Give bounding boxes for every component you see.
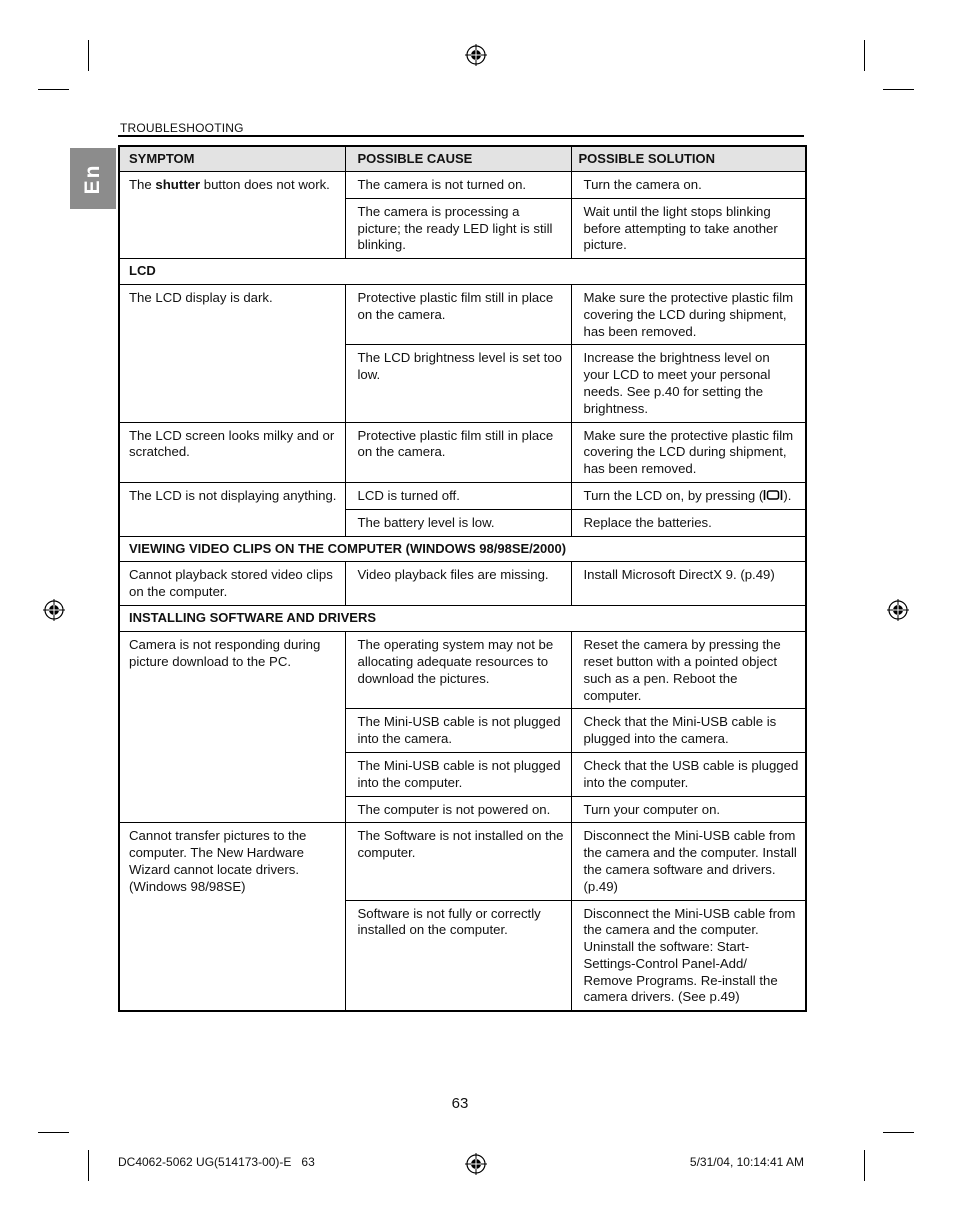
table-row (119, 284, 806, 344)
solution-text: Turn the LCD on, by pressing ( (583, 487, 764, 503)
section-row (119, 606, 806, 632)
solution-cell: Disconnect the Mini-USB cable from the camera and the computer. Uninstall the software: Start-Settings-Control Panel-Add/ Remove Programs. Re-install the camera drivers. (See p.49) (571, 900, 806, 1011)
footer-document-id: DC4062-5062 UG(514173-00)-E 63 (118, 1155, 315, 1169)
solution-cell: Install Microsoft DirectX 9. (p.49) (571, 562, 806, 606)
language-tab (70, 148, 116, 209)
solution-cell: Turn your computer on. (571, 796, 806, 823)
solution-cell: Check that the Mini-USB cable is plugged into the camera. (571, 709, 806, 753)
symptom-cell: The LCD display is dark. (119, 284, 345, 422)
solution-text: ). (783, 487, 792, 503)
section-row (119, 259, 806, 285)
cause-cell: Software is not fully or correctly installed on the computer. (345, 900, 571, 1011)
crop-mark (864, 40, 865, 71)
solution-cell: Wait until the light stops blinking before attempting to take another picture. (571, 198, 806, 258)
table-row (119, 422, 806, 482)
crop-mark (864, 1150, 865, 1181)
troubleshooting-table (118, 145, 807, 1012)
solution-cell: Check that the USB cable is plugged into the computer. (571, 752, 806, 796)
symptom-bold-text: shutter (155, 177, 201, 192)
solution-cell: Reset the camera by pressing the reset button with a pointed object such as a pen. Reboot the computer. (571, 632, 806, 709)
cause-cell: Video playback files are missing. (345, 562, 571, 606)
symptom-cell (119, 172, 345, 259)
section-title-lcd: LCD (119, 259, 806, 285)
cause-cell: The LCD brightness level is set too low. (345, 345, 571, 422)
crop-mark (38, 1132, 69, 1133)
crop-mark (883, 1132, 914, 1133)
section-title-install: INSTALLING SOFTWARE AND DRIVERS (119, 606, 806, 632)
section-title-video: VIEWING VIDEO CLIPS ON THE COMPUTER (WINDOWS 98/98SE/2000) (119, 536, 806, 562)
solution-cell: Turn the camera on. (571, 172, 806, 199)
cause-cell: The battery level is low. (345, 509, 571, 536)
registration-mark-icon (465, 1153, 487, 1175)
table-row (119, 562, 806, 606)
symptom-cell: Camera is not responding during picture download to the PC. (119, 632, 345, 823)
solution-cell: Make sure the protective plastic film covering the LCD during shipment, has been removed. (571, 284, 806, 344)
registration-mark-icon (465, 44, 487, 66)
section-label: TROUBLESHOOTING (120, 121, 244, 135)
cause-cell: The operating system may not be allocating adequate resources to download the pictures. (345, 632, 571, 709)
registration-mark-icon (887, 599, 909, 621)
solution-cell: Disconnect the Mini-USB cable from the camera and the computer. Install the camera software and drivers. (p.49) (571, 823, 806, 900)
symptom-cell: Cannot transfer pictures to the computer. The New Hardware Wizard cannot locate drivers. (Windows 98/98SE) (119, 823, 345, 1011)
symptom-cell: Cannot playback stored video clips on the computer. (119, 562, 345, 606)
crop-mark (883, 89, 914, 90)
column-header-cause: POSSIBLE CAUSE (345, 146, 571, 172)
column-header-symptom: SYMPTOM (119, 146, 345, 172)
cause-cell: The camera is processing a picture; the ready LED light is still blinking. (345, 198, 571, 258)
section-row (119, 536, 806, 562)
cause-cell: The camera is not turned on. (345, 172, 571, 199)
crop-mark (88, 40, 89, 71)
crop-mark (38, 89, 69, 90)
cause-cell: The computer is not powered on. (345, 796, 571, 823)
table-header-row (119, 146, 806, 172)
solution-cell: Make sure the protective plastic film covering the LCD during shipment, has been removed. (571, 422, 806, 482)
table-row (119, 823, 806, 900)
table-row (119, 482, 806, 509)
cause-cell: The Mini-USB cable is not plugged into the camera. (345, 709, 571, 753)
column-header-solution: POSSIBLE SOLUTION (571, 146, 806, 172)
table-row (119, 632, 806, 709)
crop-mark (88, 1150, 89, 1181)
solution-cell: Increase the brightness level on your LCD to meet your personal needs. See p.40 for setting the brightness. (571, 345, 806, 422)
registration-mark-icon (43, 599, 65, 621)
table-row (119, 172, 806, 199)
cause-cell: The Mini-USB cable is not plugged into the computer. (345, 752, 571, 796)
solution-cell: Replace the batteries. (571, 509, 806, 536)
cause-cell: The Software is not installed on the computer. (345, 823, 571, 900)
page-number: 63 (451, 1095, 469, 1112)
symptom-text: button does not work. (200, 177, 330, 192)
header-rule (118, 135, 804, 137)
language-tab-label: En (81, 163, 104, 194)
solution-cell (571, 482, 806, 509)
symptom-cell: The LCD screen looks milky and or scratched. (119, 422, 345, 482)
footer-timestamp: 5/31/04, 10:14:41 AM (689, 1155, 804, 1169)
symptom-text: The (129, 177, 156, 192)
cause-cell: Protective plastic film still in place on the camera. (345, 422, 571, 482)
lcd-button-icon (763, 489, 783, 501)
cause-cell: LCD is turned off. (345, 482, 571, 509)
cause-cell: Protective plastic film still in place on the camera. (345, 284, 571, 344)
symptom-cell: The LCD is not displaying anything. (119, 482, 345, 536)
